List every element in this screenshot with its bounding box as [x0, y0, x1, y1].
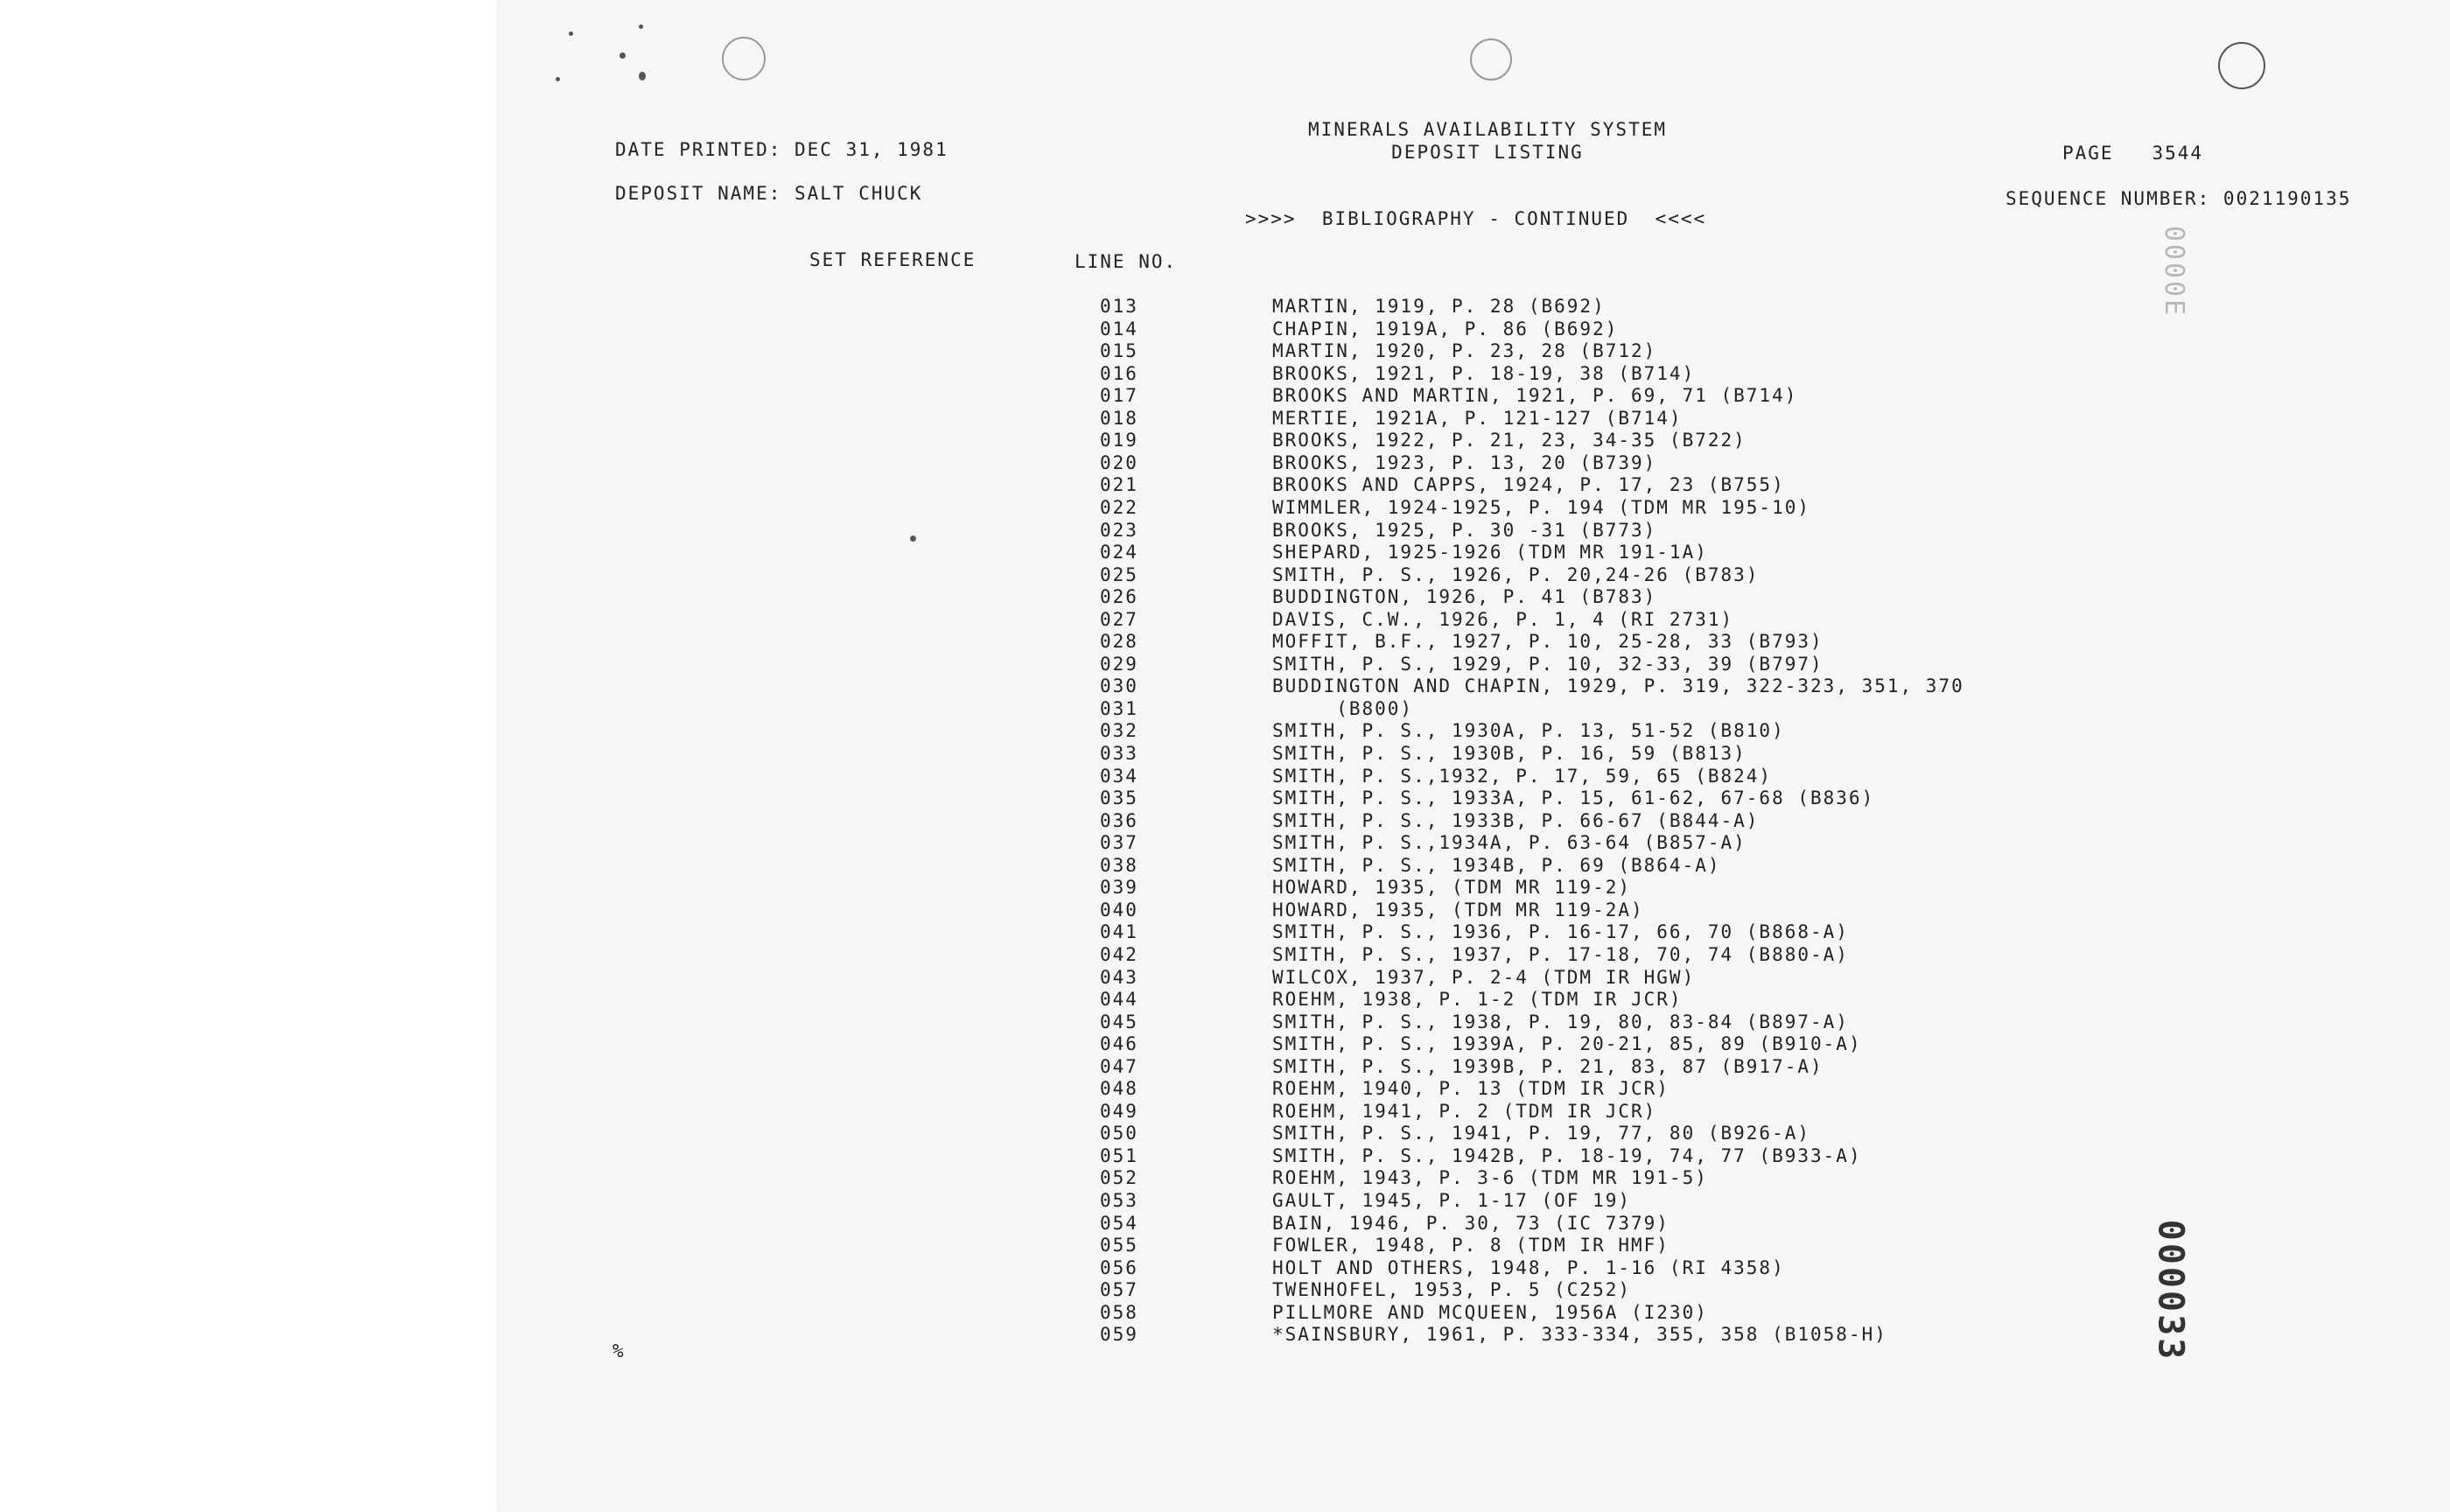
line-number: 028 [1100, 631, 1138, 652]
line-number: 029 [1100, 654, 1138, 675]
sequence-number: SEQUENCE NUMBER: 0021190135 [2006, 188, 2352, 209]
line-number: 053 [1100, 1190, 1138, 1211]
reference-text: BAIN, 1946, P. 30, 73 (IC 7379) [1272, 1213, 1670, 1234]
reference-text: *SAINSBURY, 1961, P. 333-334, 355, 358 (B1058-H) [1272, 1324, 1887, 1345]
line-number: 027 [1100, 609, 1138, 630]
reference-text: BROOKS AND CAPPS, 1924, P. 17, 23 (B755) [1272, 474, 1785, 495]
line-number: 050 [1100, 1123, 1138, 1144]
reference-text: SMITH, P. S., 1930A, P. 13, 51-52 (B810) [1272, 720, 1785, 741]
reference-text: SMITH, P. S., 1937, P. 17-18, 70, 74 (B880-A) [1272, 944, 1849, 965]
line-number: 051 [1100, 1145, 1138, 1166]
reference-text: FOWLER, 1948, P. 8 (TDM IR HMF) [1272, 1235, 1670, 1256]
speck [639, 72, 646, 80]
line-number: 021 [1100, 474, 1138, 495]
line-number: 016 [1100, 363, 1138, 384]
line-number: 015 [1100, 340, 1138, 361]
line-number: 048 [1100, 1078, 1138, 1099]
line-number: 043 [1100, 967, 1138, 988]
reference-text: BROOKS, 1923, P. 13, 20 (B739) [1272, 452, 1657, 473]
line-number: 046 [1100, 1033, 1138, 1054]
line-number: 047 [1100, 1056, 1138, 1077]
reference-text: BROOKS AND MARTIN, 1921, P. 69, 71 (B714) [1272, 385, 1798, 406]
reference-text: SMITH, P. S., 1926, P. 20,24-26 (B783) [1272, 564, 1760, 585]
reference-text: WILCOX, 1937, P. 2-4 (TDM IR HGW) [1272, 967, 1696, 988]
line-number: 026 [1100, 586, 1138, 607]
punch-hole-right [2218, 42, 2265, 89]
page-stamp [2152, 1212, 2188, 1369]
line-number: 017 [1100, 385, 1138, 406]
reference-text: SMITH, P. S., 1930B, P. 16, 59 (B813) [1272, 743, 1746, 764]
line-number: 044 [1100, 989, 1138, 1010]
reference-text: HOLT AND OTHERS, 1948, P. 1-16 (RI 4358) [1272, 1257, 1785, 1278]
reference-text: ROEHM, 1938, P. 1-2 (TDM IR JCR) [1272, 989, 1683, 1010]
reference-text: BROOKS, 1925, P. 30 -31 (B773) [1272, 520, 1657, 541]
speck [556, 77, 560, 81]
punch-hole-left [722, 37, 766, 80]
reference-text: DAVIS, C.W., 1926, P. 1, 4 (RI 2731) [1272, 609, 1734, 630]
speck [639, 24, 643, 29]
reference-text: SHEPARD, 1925-1926 (TDM MR 191-1A) [1272, 542, 1708, 563]
reference-text: HOWARD, 1935, (TDM MR 119-2A) [1272, 900, 1644, 920]
reference-text: SMITH, P. S., 1942B, P. 18-19, 74, 77 (B933-A) [1272, 1145, 1862, 1166]
line-number: 022 [1100, 497, 1138, 518]
speck [910, 536, 916, 542]
section-title: >>>> BIBLIOGRAPHY - CONTINUED <<<< [1245, 208, 1707, 229]
reference-text: ROEHM, 1941, P. 2 (TDM IR JCR) [1272, 1101, 1657, 1122]
deposit-name: DEPOSIT NAME: SALT CHUCK [615, 183, 923, 204]
line-number: 025 [1100, 564, 1138, 585]
line-number: 052 [1100, 1167, 1138, 1188]
reference-text: ROEHM, 1940, P. 13 (TDM IR JCR) [1272, 1078, 1670, 1099]
reference-text: CHAPIN, 1919A, P. 86 (B692) [1272, 318, 1619, 340]
reference-text: SMITH, P. S., 1938, P. 19, 80, 83-84 (B897-A) [1272, 1012, 1849, 1032]
line-number: 057 [1100, 1279, 1138, 1300]
reference-text: SMITH, P. S., 1933A, P. 15, 61-62, 67-68 (B836) [1272, 788, 1875, 808]
reference-text: SMITH, P. S., 1939A, P. 20-21, 85, 89 (B910-A) [1272, 1033, 1862, 1054]
reference-text: SMITH, P. S., 1936, P. 16-17, 66, 70 (B868-A) [1272, 921, 1849, 942]
line-number: 023 [1100, 520, 1138, 541]
reference-text: MOFFIT, B.F., 1927, P. 10, 25-28, 33 (B793) [1272, 631, 1824, 652]
system-title: MINERALS AVAILABILITY SYSTEM [1307, 119, 1668, 140]
speck [620, 52, 626, 59]
listing-title: DEPOSIT LISTING [1391, 142, 1584, 163]
line-number: 037 [1100, 832, 1138, 853]
line-number: 040 [1100, 900, 1138, 920]
line-number: 036 [1100, 810, 1138, 831]
reference-text: SMITH, P. S., 1939B, P. 21, 83, 87 (B917-A) [1272, 1056, 1824, 1077]
faint-stamp-text: 0000E [2159, 225, 2190, 318]
line-number: 035 [1100, 788, 1138, 808]
speck [569, 32, 573, 36]
line-number: 056 [1100, 1257, 1138, 1278]
reference-text: SMITH, P. S., 1934B, P. 69 (B864-A) [1272, 855, 1721, 876]
line-number: 031 [1100, 698, 1138, 719]
line-number: 045 [1100, 1012, 1138, 1032]
date-printed: DATE PRINTED: DEC 31, 1981 [615, 139, 948, 160]
reference-text: HOWARD, 1935, (TDM MR 119-2) [1272, 877, 1632, 898]
line-number: 041 [1100, 921, 1138, 942]
line-number: 020 [1100, 452, 1138, 473]
reference-text: SMITH, P. S., 1933B, P. 66-67 (B844-A) [1272, 810, 1760, 831]
reference-text: TWENHOFEL, 1953, P. 5 (C252) [1272, 1279, 1632, 1300]
reference-text: SMITH, P. S.,1934A, P. 63-64 (B857-A) [1272, 832, 1746, 853]
reference-text: SMITH, P. S., 1929, P. 10, 32-33, 39 (B797) [1272, 654, 1824, 675]
line-number: 033 [1100, 743, 1138, 764]
reference-text: GAULT, 1945, P. 1-17 (OF 19) [1272, 1190, 1632, 1211]
line-number: 058 [1100, 1302, 1138, 1323]
reference-text: MARTIN, 1919, P. 28 (B692) [1272, 296, 1606, 317]
reference-text: WIMMLER, 1924-1925, P. 194 (TDM MR 195-10) [1272, 497, 1811, 518]
line-number: 055 [1100, 1235, 1138, 1256]
punch-hole-center [1470, 38, 1512, 80]
line-number: 019 [1100, 430, 1138, 451]
line-number: 042 [1100, 944, 1138, 965]
reference-text: MARTIN, 1920, P. 23, 28 (B712) [1272, 340, 1657, 361]
line-number: 039 [1100, 877, 1138, 898]
reference-text: SMITH, P. S., 1941, P. 19, 77, 80 (B926-A) [1272, 1123, 1811, 1144]
line-number: 049 [1100, 1101, 1138, 1122]
reference-text: BROOKS, 1921, P. 18-19, 38 (B714) [1272, 363, 1696, 384]
page-stamp-text: 000033 [2150, 1219, 2190, 1362]
reference-text: SMITH, P. S.,1932, P. 17, 59, 65 (B824) [1272, 766, 1773, 787]
line-number: 030 [1100, 676, 1138, 696]
line-number: 038 [1100, 855, 1138, 876]
reference-text: BROOKS, 1922, P. 21, 23, 34-35 (B722) [1272, 430, 1746, 451]
set-reference-header: SET REFERENCE [809, 249, 976, 270]
reference-text: (B800) [1272, 698, 1414, 719]
page-number: PAGE 3544 [2062, 143, 2204, 164]
line-no-header: LINE NO. [1074, 251, 1178, 272]
reference-text: MERTIE, 1921A, P. 121-127 (B714) [1272, 408, 1683, 429]
line-number: 032 [1100, 720, 1138, 741]
line-number: 034 [1100, 766, 1138, 787]
line-number: 059 [1100, 1324, 1138, 1345]
line-number: 054 [1100, 1213, 1138, 1234]
line-number: 024 [1100, 542, 1138, 563]
reference-text: BUDDINGTON, 1926, P. 41 (B783) [1272, 586, 1657, 607]
reference-text: PILLMORE AND MCQUEEN, 1956A (I230) [1272, 1302, 1708, 1323]
line-number: 018 [1100, 408, 1138, 429]
line-number: 013 [1100, 296, 1138, 317]
reference-text: BUDDINGTON AND CHAPIN, 1929, P. 319, 322-323, 351, 370 [1272, 676, 1964, 696]
footer-mark: % [612, 1340, 626, 1362]
faint-stamp [2161, 206, 2188, 337]
reference-text: ROEHM, 1943, P. 3-6 (TDM MR 191-5) [1272, 1167, 1708, 1188]
line-number: 014 [1100, 318, 1138, 340]
